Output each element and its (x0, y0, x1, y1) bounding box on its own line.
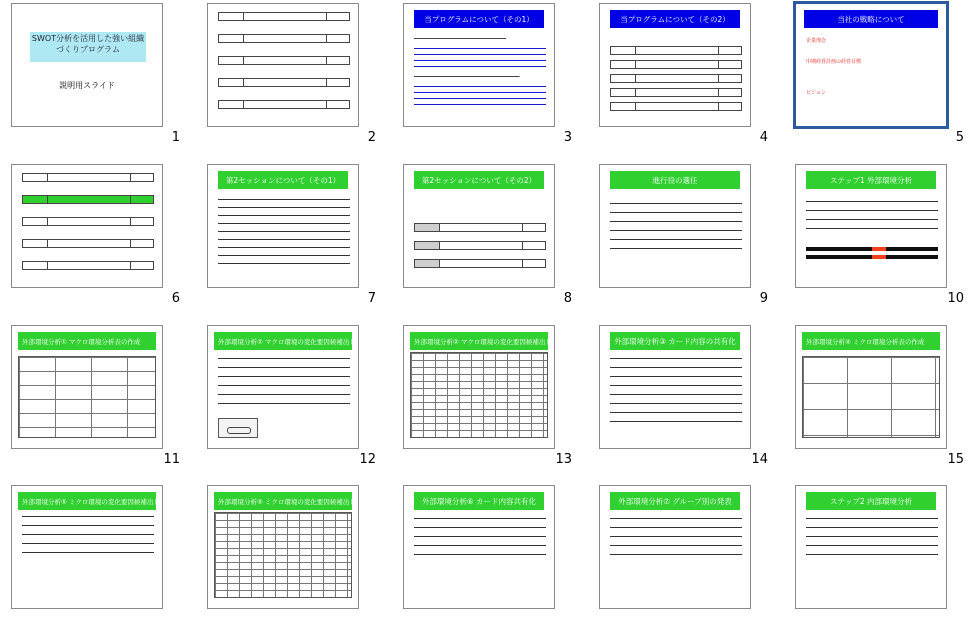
slide-thumbnail-16[interactable] (0, 482, 196, 640)
slide-thumbnail-4[interactable] (588, 0, 784, 158)
slide-number: 14 (751, 452, 768, 467)
body-text (806, 518, 938, 558)
slide-title: 外部環境分析② マクロ環境の変化要因候補出し（その2） (410, 332, 548, 350)
slide-thumbnail-19[interactable] (588, 482, 784, 640)
bullet: 企業理念 (806, 38, 827, 44)
slide-thumbnail-8[interactable] (392, 161, 588, 319)
slide-title: 外部環境分析⑦ グループ別の発表 (610, 492, 740, 510)
body-text (610, 518, 742, 558)
session-row (610, 102, 742, 111)
bullet-line (414, 36, 546, 42)
session-row (218, 78, 350, 87)
session-row (22, 261, 154, 270)
session-row (218, 56, 350, 65)
slide-title: 当社の戦略について (804, 10, 938, 28)
slide-title: SWOT分析を活用した強い組織づくりプログラム (30, 32, 146, 62)
bullet-line (414, 74, 546, 80)
slide-thumbnail-17[interactable] (196, 482, 392, 640)
session-row (218, 100, 350, 109)
slide-number: 11 (163, 452, 180, 467)
slide-number: 9 (759, 291, 768, 306)
bullet-list (414, 48, 546, 68)
slide-number: 4 (759, 130, 768, 145)
slide-number: 7 (367, 291, 376, 306)
slide-title: 第2セッションについて（その1） (218, 171, 348, 189)
slide-title: 外部環境分析③ カード内容の共有化 (610, 332, 740, 350)
step-row (414, 223, 546, 232)
session-row (22, 239, 154, 248)
slide-thumbnail-12[interactable] (196, 322, 392, 480)
selected-slide (793, 1, 949, 129)
step-row (414, 259, 546, 268)
body-text (806, 201, 938, 237)
slide-title: 進行役の選任 (610, 171, 740, 189)
slide-thumbnail-5[interactable] (784, 0, 980, 158)
slide-number: 2 (367, 130, 376, 145)
session-row (610, 60, 742, 69)
bullet: 中期経営計画の経営目標 (806, 59, 862, 65)
session-row (610, 88, 742, 97)
body-text (610, 358, 742, 430)
bullet: ビジョン (806, 90, 826, 96)
slide-thumbnail-14[interactable] (588, 322, 784, 480)
slide-number: 15 (947, 452, 964, 467)
session-row (22, 173, 154, 182)
slide-title: 外部環境分析① マクロ環境分析表の作成 (18, 332, 156, 350)
slide-thumbnail-6[interactable] (0, 161, 196, 319)
slide-thumbnail-15[interactable] (784, 322, 980, 480)
slide-thumbnail-9[interactable] (588, 161, 784, 319)
body-text (610, 203, 742, 257)
slide-number: 5 (955, 130, 964, 145)
timeline-bar (806, 255, 938, 259)
slide-title: 外部環境分析⑤ ミクロ環境の変化要因候補出し（その2） (214, 492, 352, 510)
body-text (414, 518, 546, 558)
body-text (218, 358, 350, 408)
slide-number: 8 (563, 291, 572, 306)
slide-thumbnail-1[interactable] (0, 0, 196, 158)
slide-number: 13 (555, 452, 572, 467)
slide-thumbnail-11[interactable] (0, 322, 196, 480)
analysis-table (18, 356, 156, 438)
body-text (22, 516, 154, 556)
slide-title: 第2セッションについて（その2） (414, 171, 544, 189)
slide-title: 外部環境分析⑤ ミクロ環境の変化要因候補出し（その1） (18, 492, 156, 510)
slide-title: ステップ1 外部環境分析 (806, 171, 936, 189)
slide-number: 12 (359, 452, 376, 467)
timeline-bar (806, 247, 938, 251)
session-row (218, 34, 350, 43)
card-sample (218, 418, 258, 438)
body-text (218, 199, 350, 269)
slide-thumbnail-10[interactable] (784, 161, 980, 319)
slide-thumbnail-18[interactable] (392, 482, 588, 640)
bullet-list (414, 86, 546, 106)
slide-title: 外部環境分析④ ミクロ環境分析表の作成 (802, 332, 940, 350)
slide-number: 3 (563, 130, 572, 145)
analysis-table (802, 356, 940, 438)
session-row (610, 46, 742, 55)
slide-number: 10 (947, 291, 964, 306)
session-row (610, 74, 742, 83)
slide-thumbnail-7[interactable] (196, 161, 392, 319)
slide-title: 当プログラムについて（その2） (610, 10, 740, 28)
analysis-table (410, 352, 548, 438)
slide-title: 当プログラムについて（その1） (414, 10, 544, 28)
session-row (218, 12, 350, 21)
slide-thumbnail-2[interactable] (196, 0, 392, 158)
slide-subtitle: 説明用スライド (59, 81, 115, 90)
step-row (414, 241, 546, 250)
slide-thumbnail-20[interactable] (784, 482, 980, 640)
slide-title: 外部環境分析⑥ カード内容共有化 (414, 492, 544, 510)
slide-thumbnail-13[interactable] (392, 322, 588, 480)
session-row (22, 217, 154, 226)
slide-title: 外部環境分析② マクロ環境の変化要因候補出し（その1） (214, 332, 352, 350)
analysis-table (214, 512, 352, 598)
slide-thumbnail-3[interactable] (392, 0, 588, 158)
slide-number: 1 (171, 130, 180, 145)
slide-title: ステップ2 内部環境分析 (806, 492, 936, 510)
session-row-highlighted (22, 195, 154, 204)
slide-number: 6 (171, 291, 180, 306)
